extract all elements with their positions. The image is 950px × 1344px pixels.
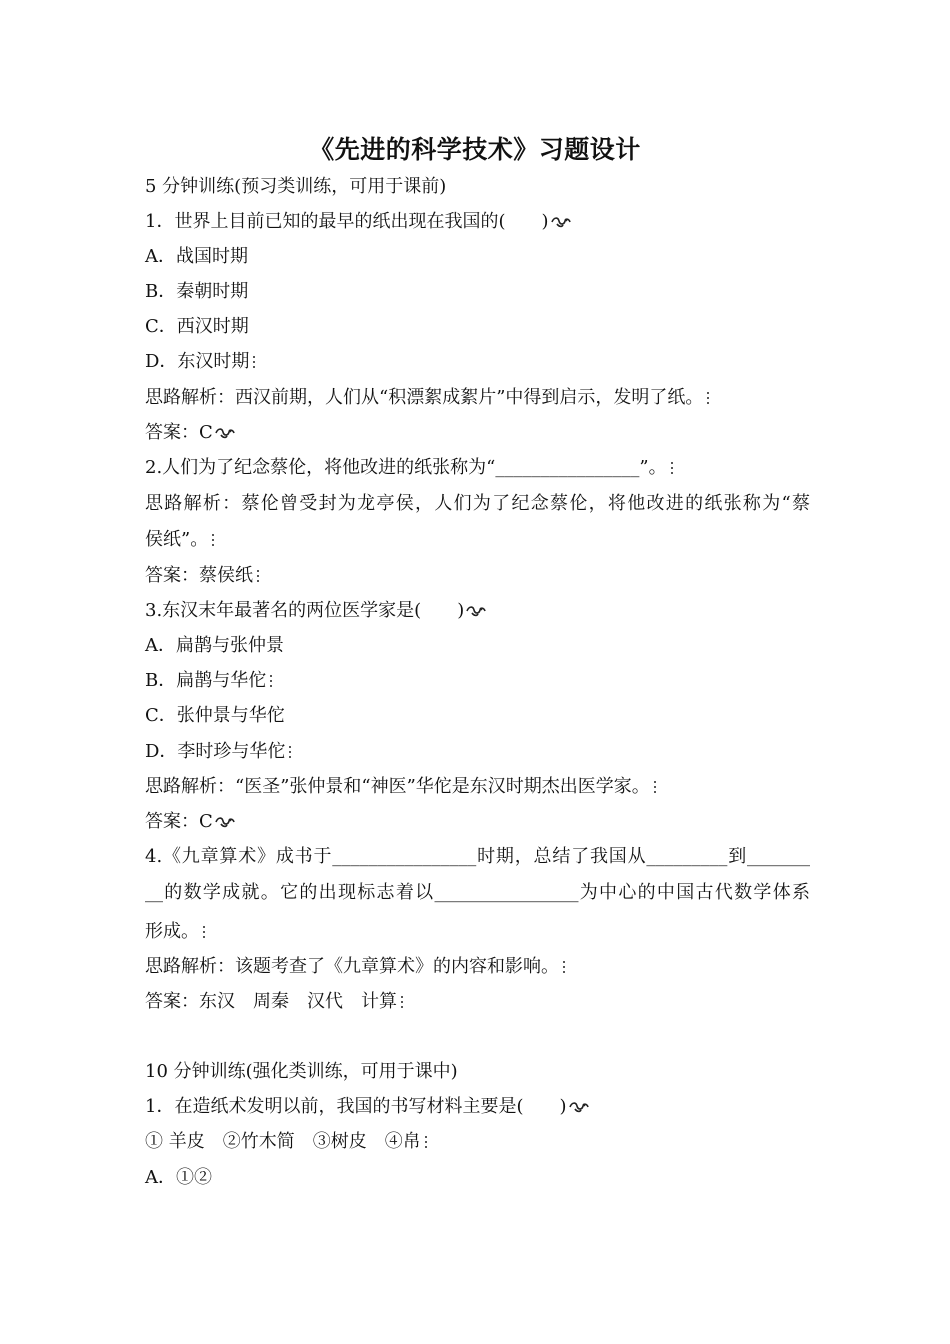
line-text: 10 分钟训练(强化类训练，可用于课中) — [145, 1061, 458, 1082]
text-line — [145, 955, 565, 979]
line-text: 3.东汉末年最著名的两位医学家是( ) — [145, 600, 465, 621]
line-text: 答案：C — [145, 422, 213, 443]
text-line — [145, 528, 214, 552]
text-line — [145, 280, 248, 304]
text-line — [145, 599, 486, 623]
text-line — [145, 845, 810, 869]
text-line — [145, 1130, 427, 1154]
line-text: A．战国时期 — [145, 246, 248, 267]
dotted-mark-icon — [401, 993, 403, 1011]
text-line — [145, 1166, 212, 1190]
text-line — [145, 421, 235, 445]
swirl-mark-icon — [215, 816, 235, 828]
swirl-mark-icon — [215, 427, 235, 439]
dotted-mark-icon — [425, 1133, 427, 1151]
swirl-mark-icon — [551, 216, 571, 228]
text-line — [145, 315, 249, 339]
line-text: D．李时珍与华佗 — [145, 741, 286, 762]
line-text: D．东汉时期 — [145, 351, 250, 372]
dotted-mark-icon — [212, 531, 214, 549]
text-line — [145, 350, 255, 374]
text-line — [145, 245, 248, 269]
dotted-mark-icon — [671, 459, 673, 477]
line-text: 思路解析：西汉前期，人们从“积漂絮成絮片”中得到启示，发明了纸。 — [145, 387, 704, 408]
line-text: A．扁鹊与张仲景 — [145, 635, 284, 656]
line-text: 1．在造纸术发明以前，我国的书写材料主要是( ) — [145, 1096, 567, 1117]
line-text: ① 羊皮 ②竹木简 ③树皮 ④帛 — [145, 1131, 421, 1152]
line-text: A．①② — [145, 1167, 212, 1188]
dotted-mark-icon — [707, 389, 709, 407]
line-text: 5 分钟训练(预习类训练，可用于课前) — [145, 176, 447, 197]
line-text: C．西汉时期 — [145, 316, 249, 337]
text-line — [145, 704, 285, 728]
line-text: 答案：东汉 周秦 汉代 计算 — [145, 991, 397, 1012]
text-line — [145, 210, 571, 234]
line-text: 侯纸”。 — [145, 529, 209, 550]
text-line — [145, 456, 673, 480]
dotted-mark-icon — [253, 353, 255, 371]
line-text: 思路解析：“医圣”张仲景和“神医”华佗是东汉时期杰出医学家。 — [145, 776, 650, 797]
document-title: 《先进的科学技术》习题设计 — [309, 135, 641, 164]
text-line — [145, 1060, 458, 1084]
dotted-mark-icon — [289, 743, 291, 761]
text-line — [145, 564, 259, 588]
dotted-mark-icon — [654, 778, 656, 796]
line-text: 答案：C — [145, 811, 213, 832]
text-line — [145, 386, 709, 410]
line-text: 思路解析：蔡伦曾受封为龙亭侯，人们为了纪念蔡伦，将他改进的纸张称为“蔡 — [145, 493, 810, 514]
text-line — [145, 881, 810, 905]
dotted-mark-icon — [563, 958, 565, 976]
text-line — [145, 492, 810, 516]
text-line — [145, 990, 403, 1014]
line-text: B．扁鹊与华佗 — [145, 670, 267, 691]
text-line — [145, 634, 284, 658]
dotted-mark-icon — [203, 923, 205, 941]
swirl-mark-icon — [466, 605, 486, 617]
text-line — [145, 810, 235, 834]
dotted-mark-icon — [270, 672, 272, 690]
text-line — [145, 175, 446, 199]
text-line — [145, 775, 656, 799]
text-line — [145, 740, 291, 764]
line-text: 4.《九章算术》成书于________________时期，总结了我国从_________到_______ — [145, 846, 810, 867]
line-text: 2.人们为了纪念蔡伦，将他改进的纸张称为“________________”。 — [145, 457, 667, 478]
line-text: __的数学成就。它的出现标志着以________________为中心的中国古代数学体系 — [145, 882, 810, 903]
line-text: 答案：蔡侯纸 — [145, 565, 253, 586]
text-line — [145, 669, 272, 693]
swirl-mark-icon — [569, 1101, 589, 1113]
text-line — [145, 920, 205, 944]
line-text: 1．世界上目前已知的最早的纸出现在我国的( ) — [145, 211, 549, 232]
dotted-mark-icon — [257, 567, 259, 585]
text-line — [145, 1095, 589, 1119]
line-text: 形成。 — [145, 921, 199, 942]
line-text: 思路解析：该题考查了《九章算术》的内容和影响。 — [145, 956, 559, 977]
line-text: C．张仲景与华佗 — [145, 705, 285, 726]
line-text: B．秦朝时期 — [145, 281, 249, 302]
